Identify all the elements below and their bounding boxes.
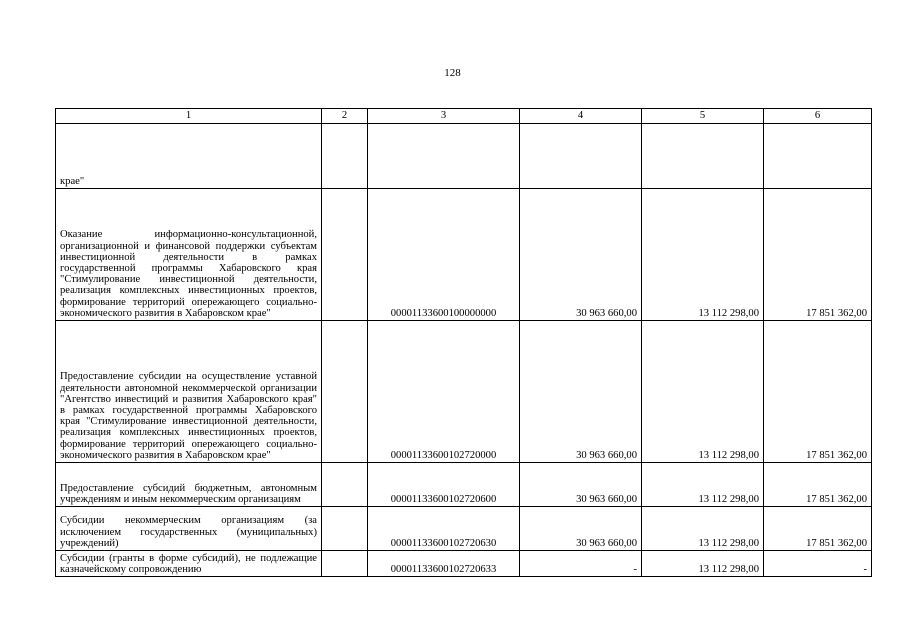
row-value-col4: - (520, 551, 642, 577)
table-row (56, 507, 872, 551)
row-value-col5 (642, 124, 764, 189)
row-description: Субсидии (гранты в форме субсидий), не подлежащие казначейскому сопровождению (56, 551, 322, 577)
row-col2 (322, 321, 368, 463)
row-value-col6 (764, 124, 872, 189)
column-header: 2 (322, 109, 368, 124)
column-header: 4 (520, 109, 642, 124)
row-value-col5: 13 112 298,00 (642, 463, 764, 507)
column-header: 5 (642, 109, 764, 124)
row-code: 00001133600102720633 (368, 551, 520, 577)
row-description: Предоставление субсидии на осуществление уставной деятельности автономной некоммерческой организации "Агентство инвестиций и развития Хабаровского края" в рамках государственной программы Хабаровского края "Стимулирование инвестиционной деятельности, реализация комплексных инвестиционных проектов, формирование территорий опережающего социально-экономического развития в Хабаровском крае" (56, 321, 322, 463)
table-row (56, 321, 872, 463)
table-row (56, 189, 872, 321)
row-code: 00001133600102720000 (368, 321, 520, 463)
table-row (56, 551, 872, 577)
row-value-col5: 13 112 298,00 (642, 321, 764, 463)
row-col2 (322, 463, 368, 507)
row-code: 00001133600102720630 (368, 507, 520, 551)
row-col2 (322, 189, 368, 321)
row-value-col4: 30 963 660,00 (520, 321, 642, 463)
row-value-col6: 17 851 362,00 (764, 507, 872, 551)
row-value-col5: 13 112 298,00 (642, 507, 764, 551)
row-col2 (322, 551, 368, 577)
table-row (56, 463, 872, 507)
row-description: крае" (56, 124, 322, 189)
table-row (56, 124, 872, 189)
row-code: 00001133600102720600 (368, 463, 520, 507)
row-value-col4: 30 963 660,00 (520, 189, 642, 321)
row-col2 (322, 507, 368, 551)
row-description: Субсидии некоммерческим организациям (за исключением государственных (муниципальных) учреждений) (56, 507, 322, 551)
row-code (368, 124, 520, 189)
row-description: Оказание информационно-консультационной, организационной и финансовой поддержки субъектам инвестиционной деятельности в рамках государственной программы Хабаровского края "Стимулирование инвестиционной деятельности, реализация комплексных инвестиционных проектов, формирование территорий опережающего социально-экономического развития в Хабаровском крае" (56, 189, 322, 321)
row-value-col6: - (764, 551, 872, 577)
row-col2 (322, 124, 368, 189)
budget-table (55, 108, 872, 577)
column-header: 3 (368, 109, 520, 124)
column-header: 6 (764, 109, 872, 124)
row-value-col4: 30 963 660,00 (520, 463, 642, 507)
row-description: Предоставление субсидий бюджетным, автономным учреждениям и иным некоммерческим организациям (56, 463, 322, 507)
row-value-col4: 30 963 660,00 (520, 507, 642, 551)
page-number: 128 (444, 67, 461, 79)
row-value-col5: 13 112 298,00 (642, 551, 764, 577)
header-row (56, 109, 872, 124)
row-value-col6: 17 851 362,00 (764, 321, 872, 463)
column-header: 1 (56, 109, 322, 124)
row-value-col6: 17 851 362,00 (764, 189, 872, 321)
row-value-col4 (520, 124, 642, 189)
row-code: 00001133600100000000 (368, 189, 520, 321)
row-value-col6: 17 851 362,00 (764, 463, 872, 507)
row-value-col5: 13 112 298,00 (642, 189, 764, 321)
